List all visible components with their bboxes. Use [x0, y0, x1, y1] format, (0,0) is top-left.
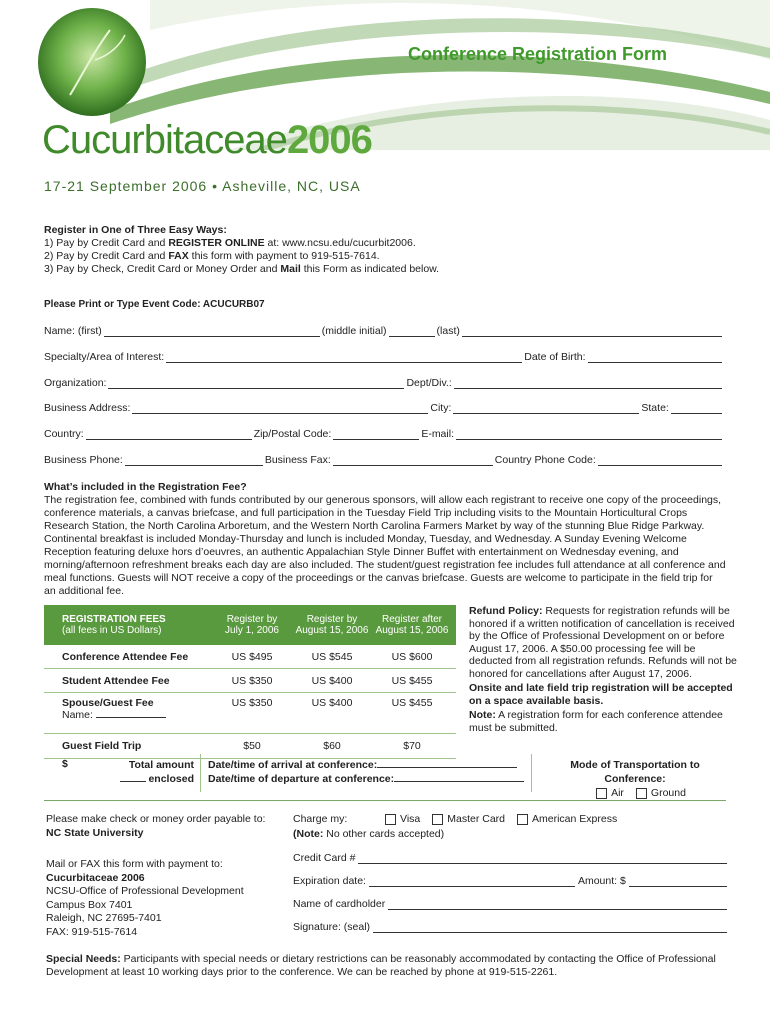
- special-needs: Special Needs: Participants with special needs or dietary restrictions can be reasonably accommodated by contacting the Office of Professional Development at least 10 working days prior to the conference. We can be reached by phone at 919-515-2261.: [46, 953, 716, 978]
- email-label: E-mail:: [421, 428, 454, 440]
- dept-label: Dept/Div.:: [406, 377, 452, 389]
- country-field[interactable]: [86, 429, 252, 440]
- ground-label: Ground: [650, 787, 686, 799]
- name-first-label: Name: (first): [44, 325, 102, 337]
- conference-logo: [42, 118, 372, 163]
- brand-year: 2006: [286, 118, 372, 162]
- attendee-note: Note: A registration form for each conference attendee must be submitted.: [469, 709, 723, 734]
- guest-name-field[interactable]: [96, 717, 166, 718]
- table-row: Spouse/Guest Fee Name: US $350 US $400 US $455: [44, 693, 456, 734]
- amount-label: Amount: $: [577, 875, 626, 887]
- mail-address-2: NCSU-Office of Professional Development: [46, 885, 244, 897]
- card-number-label: Credit Card #: [293, 852, 356, 864]
- arrival-departure: [208, 758, 524, 786]
- payee-name: NC State University: [46, 826, 144, 839]
- expiration-label: Expiration date:: [293, 875, 366, 887]
- card-note: (Note: No other cards accepted): [293, 828, 445, 840]
- transport-label: Mode of Transportation to Conference:: [570, 759, 700, 785]
- business-address-field[interactable]: [132, 403, 428, 414]
- specialty-row: [44, 351, 724, 363]
- air-checkbox[interactable]: [596, 788, 607, 799]
- cardholder-field[interactable]: [388, 899, 727, 910]
- cardholder-label: Name of cardholder: [293, 898, 386, 910]
- way-1: 1) Pay by Credit Card and REGISTER ONLINE at: www.ncsu.edu/cucurbit2006.: [44, 237, 416, 249]
- table-row: Student Attendee Fee US $350 US $400 US $455: [44, 669, 456, 693]
- table-row: Guest Field Trip $50 $60 $70: [44, 734, 456, 759]
- fees-header-after: Register after August 15, 2006: [375, 614, 449, 636]
- mail-label: Mail or FAX this form with payment to:: [46, 858, 223, 870]
- form-title: Conference Registration Form: [408, 44, 668, 64]
- dob-field[interactable]: [588, 352, 722, 363]
- card-number-field[interactable]: [358, 853, 727, 864]
- credit-card-section: [293, 813, 727, 933]
- expiration-field[interactable]: [369, 876, 575, 887]
- fee-inclusions-body: The registration fee, combined with funds contributed by our generous sponsors, will allow each registrant to receive one copy of the proceedings, conference materials, a canvas briefcase, and full participation in the Tuesday Field Trip including visits to the Mountain Horticultural Crops Research Station, the North Carolina Arboretum, and the Western North Carolina Farmers Market by way of the stunning Blue Ridge Parkway. Continental breakfast is included Monday-Thursday and lunch is included Monday, Tuesday, and Wednesday. A Sunday Evening Welcome Reception featuring deluxe hors d’oeuvres, an authentic Appalachian Style Dinner Buffet with entertainment on Wednesday evening, and morning/afternoon refreshment breaks each day are also included. The student/guest registration fee includes full attendance at all conference and meal functions. Guests will NOT receive a copy of the proceedings or the canvas briefcase. Guests are welcome to participate in the field trip for an additional fee.: [44, 494, 726, 597]
- card-number-row: [293, 852, 727, 864]
- specialty-field[interactable]: [166, 352, 522, 363]
- charge-label: Charge my:: [293, 813, 348, 825]
- way-3: 3) Pay by Check, Credit Card or Money Order and Mail this Form as indicated below.: [44, 263, 440, 275]
- country-phone-field[interactable]: [598, 455, 722, 466]
- mastercard-label: Master Card: [447, 813, 506, 825]
- state-label: State:: [641, 402, 669, 414]
- fees-header-aug15: Register by August 15, 2006: [295, 614, 369, 636]
- departure-label: Date/time of departure at conference:: [208, 773, 395, 785]
- ways-heading: Register in One of Three Easy Ways:: [44, 224, 227, 236]
- business-fax-field[interactable]: [333, 455, 493, 466]
- check-payable-label: Please make check or money order payable to:: [46, 813, 266, 825]
- total-amount-field[interactable]: [120, 781, 146, 782]
- zip-label: Zip/Postal Code:: [253, 428, 332, 440]
- departure-field[interactable]: [394, 781, 524, 782]
- phone-row: [44, 454, 724, 466]
- brand-word: Cucurbitaceae: [42, 118, 287, 162]
- cardholder-row: [293, 898, 727, 910]
- name-first-field[interactable]: [104, 326, 320, 337]
- business-address-label: Business Address:: [44, 402, 131, 414]
- name-row: [44, 325, 724, 337]
- country-label: Country:: [44, 428, 84, 440]
- fees-header-label: REGISTRATION FEES (all fees in US Dollars): [62, 614, 166, 636]
- refund-policy: Refund Policy: Requests for registration refunds will be honored if a written notification of cancellation is received by the Office of Professional Development on or before August 17, 2006. A $50.00 processing fee will be deducted from all registration refunds. Refunds will not be honored for cancellations after August 17, 2006. Onsite and late field trip registration will be accepted on a space available basis. Note: A registration form for each conference attendee must be submitted.: [469, 605, 737, 734]
- onsite-notice: Onsite and late field trip registration will be accepted on a space available basis.: [469, 682, 733, 707]
- arrival-field[interactable]: [377, 767, 517, 768]
- organization-field[interactable]: [108, 378, 404, 389]
- mail-address-1: Cucurbitaceae 2006: [46, 871, 145, 884]
- name-last-field[interactable]: [462, 326, 722, 337]
- amex-label: American Express: [532, 813, 618, 825]
- ground-checkbox[interactable]: [636, 788, 647, 799]
- charge-row: [293, 813, 727, 825]
- address-row: [44, 402, 724, 414]
- registration-ways: [44, 224, 734, 276]
- total-dollar-sign: $: [62, 758, 68, 770]
- organization-label: Organization:: [44, 377, 107, 389]
- mail-address-5: FAX: 919-515-7614: [46, 925, 138, 938]
- city-label: City:: [430, 402, 452, 414]
- amount-field[interactable]: [629, 876, 727, 887]
- zip-field[interactable]: [333, 429, 419, 440]
- dob-label: Date of Birth:: [524, 351, 586, 363]
- signature-field[interactable]: [373, 922, 727, 933]
- payment-instructions: [46, 813, 286, 939]
- organization-row: [44, 377, 724, 389]
- amex-checkbox[interactable]: [517, 814, 528, 825]
- mail-address-3: Campus Box 7401: [46, 898, 133, 911]
- divider: [531, 754, 532, 792]
- plant-sphere-image: [38, 8, 146, 116]
- fees-header-row: [44, 605, 456, 645]
- visa-label: Visa: [400, 813, 421, 825]
- air-label: Air: [611, 787, 624, 799]
- visa-checkbox[interactable]: [385, 814, 396, 825]
- state-field[interactable]: [671, 403, 722, 414]
- business-phone-label: Business Phone:: [44, 454, 123, 466]
- transport-mode: [540, 758, 730, 800]
- country-phone-label: Country Phone Code:: [494, 454, 596, 466]
- name-last-label: (last): [436, 325, 460, 337]
- country-row: [44, 428, 724, 440]
- section-divider: [44, 800, 726, 801]
- conference-dates-location: 17-21 September 2006 • Asheville, NC, USA: [44, 178, 361, 194]
- table-row: Conference Attendee Fee US $495 US $545 US $600: [44, 645, 456, 669]
- signature-row: [293, 921, 727, 933]
- mastercard-checkbox[interactable]: [432, 814, 443, 825]
- fee-inclusions: [44, 481, 726, 598]
- mail-address-4: Raleigh, NC 27695-7401: [46, 912, 162, 924]
- fees-header-july: Register by July 1, 2006: [225, 614, 279, 636]
- name-middle-label: (middle initial): [321, 325, 387, 337]
- fee-inclusions-heading: What’s included in the Registration Fee?: [44, 481, 247, 493]
- total-amount-label: Total amount enclosed: [118, 758, 194, 786]
- business-phone-field[interactable]: [125, 455, 263, 466]
- name-middle-field[interactable]: [389, 326, 435, 337]
- divider: [200, 754, 201, 792]
- arrival-label: Date/time of arrival at conference:: [208, 759, 378, 771]
- business-fax-label: Business Fax:: [264, 454, 331, 466]
- way-2: 2) Pay by Credit Card and FAX this form with payment to 919-515-7614.: [44, 250, 380, 262]
- registration-fees-table: [44, 605, 456, 759]
- specialty-label: Specialty/Area of Interest:: [44, 351, 165, 363]
- event-code: Please Print or Type Event Code: ACUCURB07: [44, 299, 265, 310]
- signature-label: Signature: (seal): [293, 921, 371, 933]
- expiration-row: [293, 875, 727, 887]
- dept-field[interactable]: [454, 378, 722, 389]
- city-field[interactable]: [453, 403, 639, 414]
- email-field[interactable]: [456, 429, 722, 440]
